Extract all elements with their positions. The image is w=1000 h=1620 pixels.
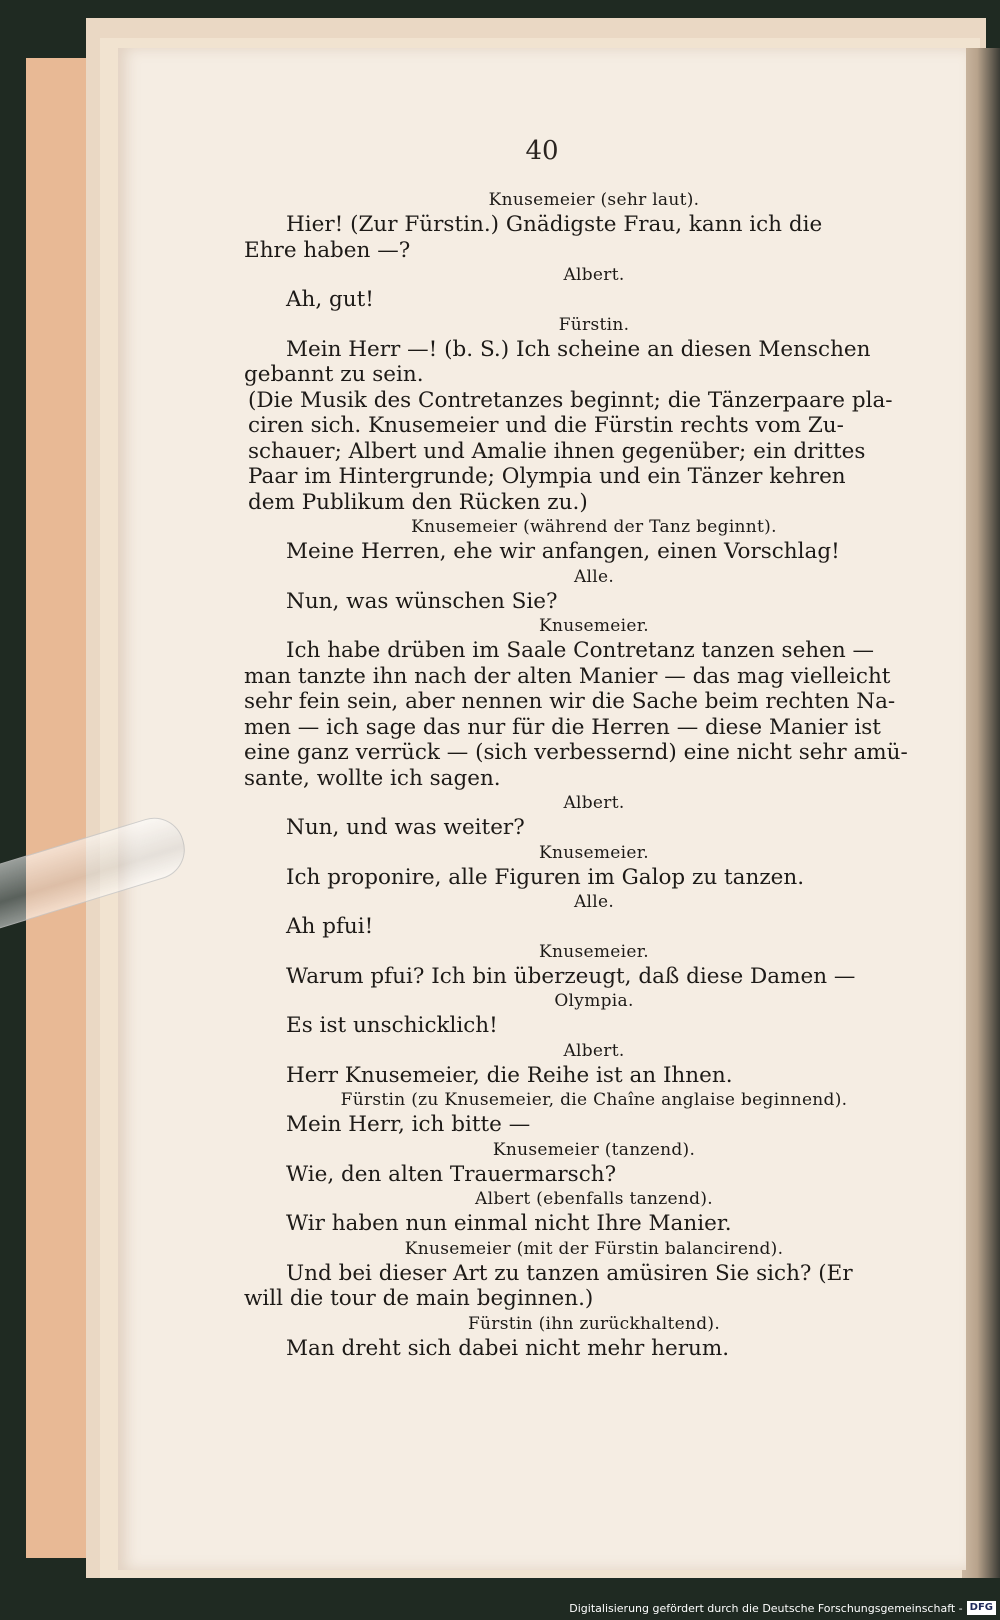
dialogue-line: Warum pfui? Ich bin überzeugt, daß diese Damen — [286, 963, 856, 989]
page-number: 40 [525, 136, 559, 166]
speaker-heading: Knusemeier (sehr laut). [488, 190, 700, 210]
speaker-heading: Albert. [563, 1040, 625, 1061]
dialogue-line: Mein Herr, ich bitte — [286, 1112, 531, 1137]
speaker-heading: Albert. [563, 793, 625, 813]
speaker-heading: Knusemeier (während der Tanz beginnt). [411, 517, 777, 537]
dialogue-line: eine ganz verrück — (sich verbessernd) eine nicht sehr amü- [244, 740, 908, 765]
speaker-heading: Knusemeier (tanzend). [492, 1139, 696, 1160]
stage-direction-line: (Die Musik des Contretanzes beginnt; die Tänzerpaare pla- [248, 387, 893, 413]
speaker-heading: Fürstin (zu Knusemeier, die Chaîne anglaise beginnend). [340, 1090, 848, 1110]
dialogue-line: Meine Herren, ehe wir anfangen, einen Vorschlag! [286, 539, 840, 564]
page-text-body [244, 188, 944, 1361]
dfg-logo: DFG [967, 1601, 996, 1615]
dialogue-line: Man dreht sich dabei nicht mehr herum. [286, 1335, 730, 1361]
digitization-footer [569, 1598, 996, 1618]
dialogue-line: Ehre haben —? [244, 237, 411, 263]
dialogue-line: Nun, und was weiter? [286, 815, 525, 840]
dialogue-line: men — ich sage das nur für die Herren — diese Manier ist [244, 714, 881, 740]
stage-direction-line: schauer; Albert und Amalie ihnen gegenüber; ein drittes [248, 438, 866, 464]
book-page [118, 48, 966, 1570]
speaker-heading: Knusemeier (mit der Fürstin balancirend). [404, 1238, 784, 1259]
dialogue-line: Ah pfui! [286, 914, 374, 939]
speaker-heading: Fürstin. [558, 314, 630, 335]
dialogue-line: Herr Knusemeier, die Reihe ist an Ihnen. [286, 1062, 733, 1088]
dialogue-line: Hier! (Zur Fürstin.) Gnädigste Frau, kann ich die [286, 212, 823, 237]
dialogue-line: sehr fein sein, aber nennen wir die Sache beim rechten Na- [244, 689, 896, 714]
stage-direction-line: dem Publikum den Rücken zu.) [248, 489, 588, 515]
dialogue-line: Wir haben nun einmal nicht Ihre Manier. [286, 1211, 732, 1236]
dialogue-line: Und bei dieser Art zu tanzen amüsiren Sie sich? (Er [286, 1260, 853, 1286]
dialogue-line: man tanzte ihn nach der alten Manier — das mag vielleicht [244, 663, 891, 689]
speaker-heading: Albert (ebenfalls tanzend). [475, 1189, 713, 1209]
dialogue-line: gebannt zu sein. [244, 362, 424, 387]
dialogue-line: will die tour de main beginnen.) [244, 1286, 594, 1311]
dialogue-line: Ich habe drüben im Saale Contretanz tanzen sehen — [286, 638, 875, 663]
speaker-heading: Alle. [573, 566, 615, 587]
dialogue-line: Mein Herr —! (b. S.) Ich scheine an diesen Menschen [286, 336, 871, 362]
speaker-heading: Knusemeier. [538, 941, 650, 962]
dialogue-line: Nun, was wünschen Sie? [286, 588, 558, 614]
stage-direction-line: Paar im Hintergrunde; Olympia und ein Tänzer kehren [248, 464, 846, 489]
speaker-heading: Fürstin (ihn zurückhaltend). [467, 1313, 721, 1334]
speaker-heading: Knusemeier. [538, 616, 650, 636]
dialogue-line: Wie, den alten Trauermarsch? [286, 1161, 617, 1187]
speaker-heading: Olympia. [554, 991, 634, 1011]
footer-credit: Digitalisierung gefördert durch die Deutsche Forschungsgemeinschaft - [569, 1601, 963, 1615]
dialogue-line: Ich proponire, alle Figuren im Galop zu tanzen. [286, 864, 805, 890]
speaker-heading: Knusemeier. [538, 842, 650, 863]
dialogue-line: sante, wollte ich sagen. [244, 765, 501, 791]
speaker-heading: Alle. [573, 892, 615, 912]
speaker-heading: Albert. [563, 265, 625, 285]
dialogue-line: Es ist unschicklich! [286, 1013, 498, 1038]
dialogue-line: Ah, gut! [286, 287, 374, 312]
book-right-edge [962, 48, 1000, 1578]
stage-direction-line: ciren sich. Knusemeier und die Fürstin rechts vom Zu- [248, 413, 844, 438]
